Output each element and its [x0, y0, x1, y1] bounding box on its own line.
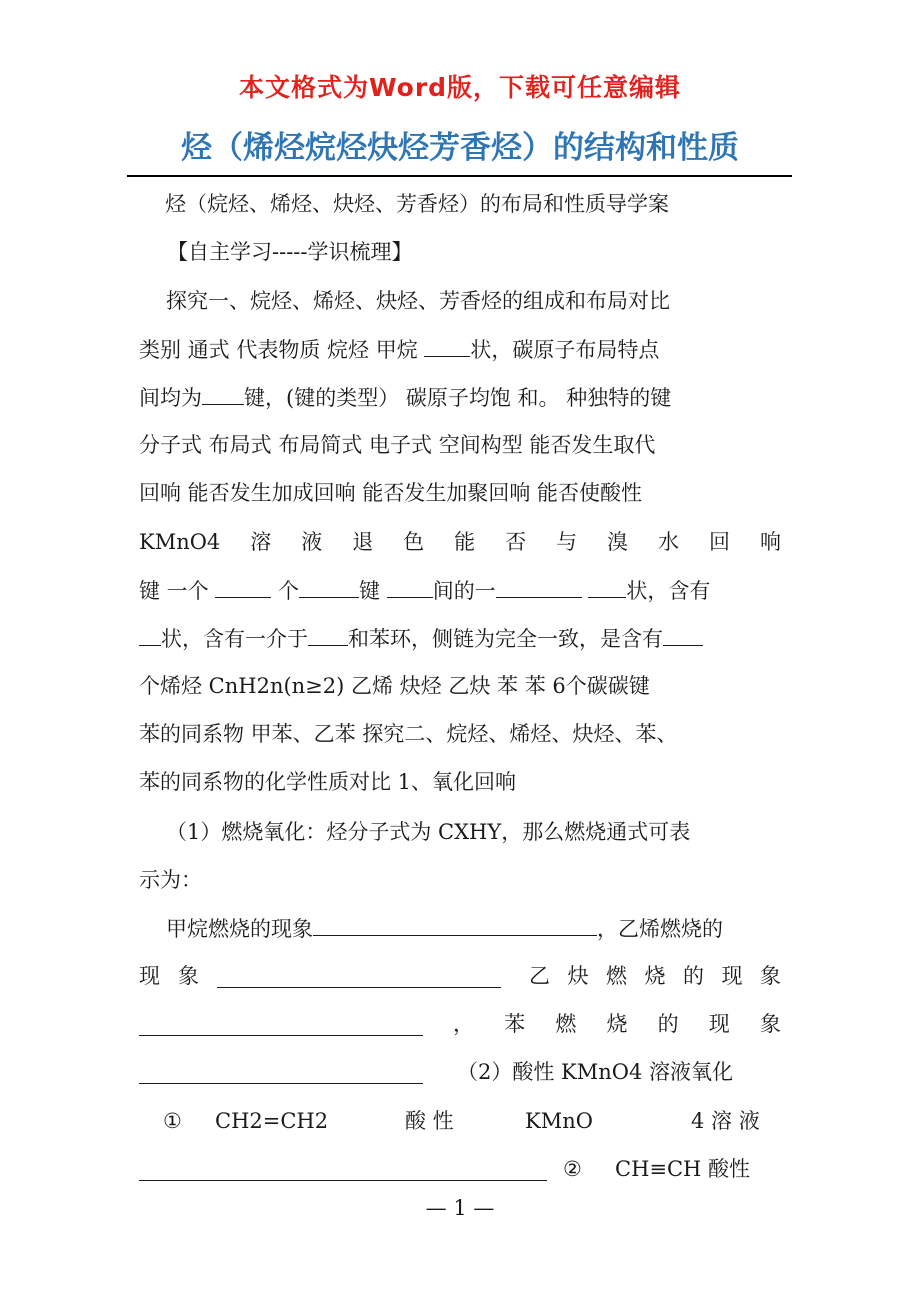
fill-blank	[215, 575, 271, 598]
word: 4 溶 液	[691, 1109, 760, 1133]
text-line-3-a: 间均为	[139, 386, 202, 410]
text-line-2-a: 类别 通式 代表物质 烷烃 甲烷	[139, 338, 425, 362]
text-line-8-b: 和苯环，侧链为完全一致，是含有	[348, 627, 663, 651]
word: 与	[556, 530, 578, 554]
fill-blank	[139, 1158, 547, 1181]
word: 液	[301, 530, 323, 554]
fill-blank	[139, 623, 161, 646]
fill-blank	[663, 623, 703, 646]
text-line-2-b: 状，碳原子布局特点	[470, 338, 660, 362]
word: 的	[683, 964, 704, 988]
page-number: — 1 —	[425, 1196, 495, 1220]
word: KMnO4	[139, 530, 221, 554]
word: 酸 性	[405, 1109, 454, 1133]
word: 色	[403, 530, 425, 554]
word: 现	[139, 964, 160, 988]
section-heading: 【自主学习-----学识梳理】	[167, 240, 413, 264]
fill-blank	[139, 1061, 423, 1084]
title-divider	[127, 175, 792, 177]
formula: KMnO	[525, 1109, 593, 1133]
formula: CH≡CH 酸性	[615, 1157, 751, 1181]
fill-blank	[313, 913, 597, 936]
word: ，	[453, 1012, 474, 1036]
text-line-14-b: ，乙烯燃烧的	[597, 917, 723, 941]
text-line-1: 探究一、烷烃、烯烃、炔烃、芳香烃的组成和布局对比	[166, 289, 670, 313]
text-line-14-a: 甲烷燃烧的现象	[166, 917, 313, 941]
fill-blank	[588, 575, 626, 598]
word: 回	[708, 530, 730, 554]
text-line-8-a: 状，含有一介于	[161, 627, 308, 651]
text-line-4: 分子式 布局式 布局简式 电子式 空间构型 能否发生取代	[139, 433, 656, 457]
word: 象	[759, 1012, 781, 1036]
text-line-7-b: 个	[271, 579, 300, 603]
subtitle: 烃（烷烃、烯烃、炔烃、芳香烃）的布局和性质导学案	[165, 192, 669, 216]
text-line-7-e: 状，含有	[626, 579, 711, 603]
word: 现	[708, 1012, 730, 1036]
word: 象	[178, 964, 199, 988]
word: 乙	[529, 964, 550, 988]
fill-blank	[496, 575, 582, 598]
fill-blank	[299, 575, 359, 598]
text-line-11: 苯的同系物的化学性质对比 1、氧化回响	[139, 770, 517, 794]
word: 否	[505, 530, 527, 554]
word: 苯	[504, 1012, 526, 1036]
text-line-8	[139, 623, 781, 654]
text-line-3	[139, 382, 781, 413]
text-line-9: 个烯烃 CnH2n(n≥2) 乙烯 炔烃 乙炔 苯 苯 6个碳碳键	[139, 674, 650, 698]
fill-blank	[139, 1013, 423, 1036]
document-title: 烃（烯烃烷烃炔烃芳香烃）的结构和性质	[181, 130, 739, 166]
text-line-5: 回响 能否发生加成回响 能否发生加聚回响 能否使酸性	[139, 481, 643, 505]
word: 燃	[555, 1012, 577, 1036]
text-line-2	[139, 334, 781, 365]
fill-blank	[424, 334, 470, 357]
text-line-14	[166, 913, 781, 944]
circled-number: ①	[163, 1109, 182, 1133]
fill-blank	[308, 623, 348, 646]
text-line-7-c: 键	[359, 579, 387, 603]
word: 烧	[606, 1012, 628, 1036]
text-line-17-a: （2）酸性 KMnO4 溶液氧化	[457, 1060, 734, 1084]
text-line-3-b: 键，(键的类型） 碳原子均饱 和。 种独特的键	[244, 386, 672, 410]
text-line-6	[139, 527, 781, 557]
text-line-7	[139, 575, 781, 606]
fill-blank	[387, 575, 433, 598]
word: 的	[657, 1012, 679, 1036]
word: 炔	[567, 964, 589, 988]
word: 溴	[607, 530, 629, 554]
word: 烧	[644, 964, 666, 988]
text-line-12: （1）燃烧氧化：烃分子式为 CXHY，那么燃烧通式可表	[166, 820, 691, 844]
word: 水	[658, 530, 680, 554]
word: 象	[760, 964, 781, 988]
word: 退	[352, 530, 374, 554]
formula: CH2=CH2	[215, 1109, 329, 1133]
word: 能	[454, 530, 476, 554]
circled-number: ②	[563, 1157, 582, 1181]
fill-blank	[202, 382, 244, 405]
word: 响	[759, 530, 781, 554]
text-line-7-d: 间的一	[432, 579, 496, 603]
text-line-13: 示为：	[139, 868, 202, 892]
fill-blank	[217, 965, 501, 988]
word: 燃	[606, 964, 627, 988]
word: 现	[721, 964, 743, 988]
text-line-10: 苯的同系物 甲苯、乙苯 探究二、烷烃、烯烃、炔烃、苯、	[139, 722, 678, 746]
word: 溶	[250, 530, 272, 554]
download-banner: 本文格式为Word版，下载可任意编辑	[238, 73, 682, 102]
text-line-7-a: 键 一个	[139, 579, 216, 603]
